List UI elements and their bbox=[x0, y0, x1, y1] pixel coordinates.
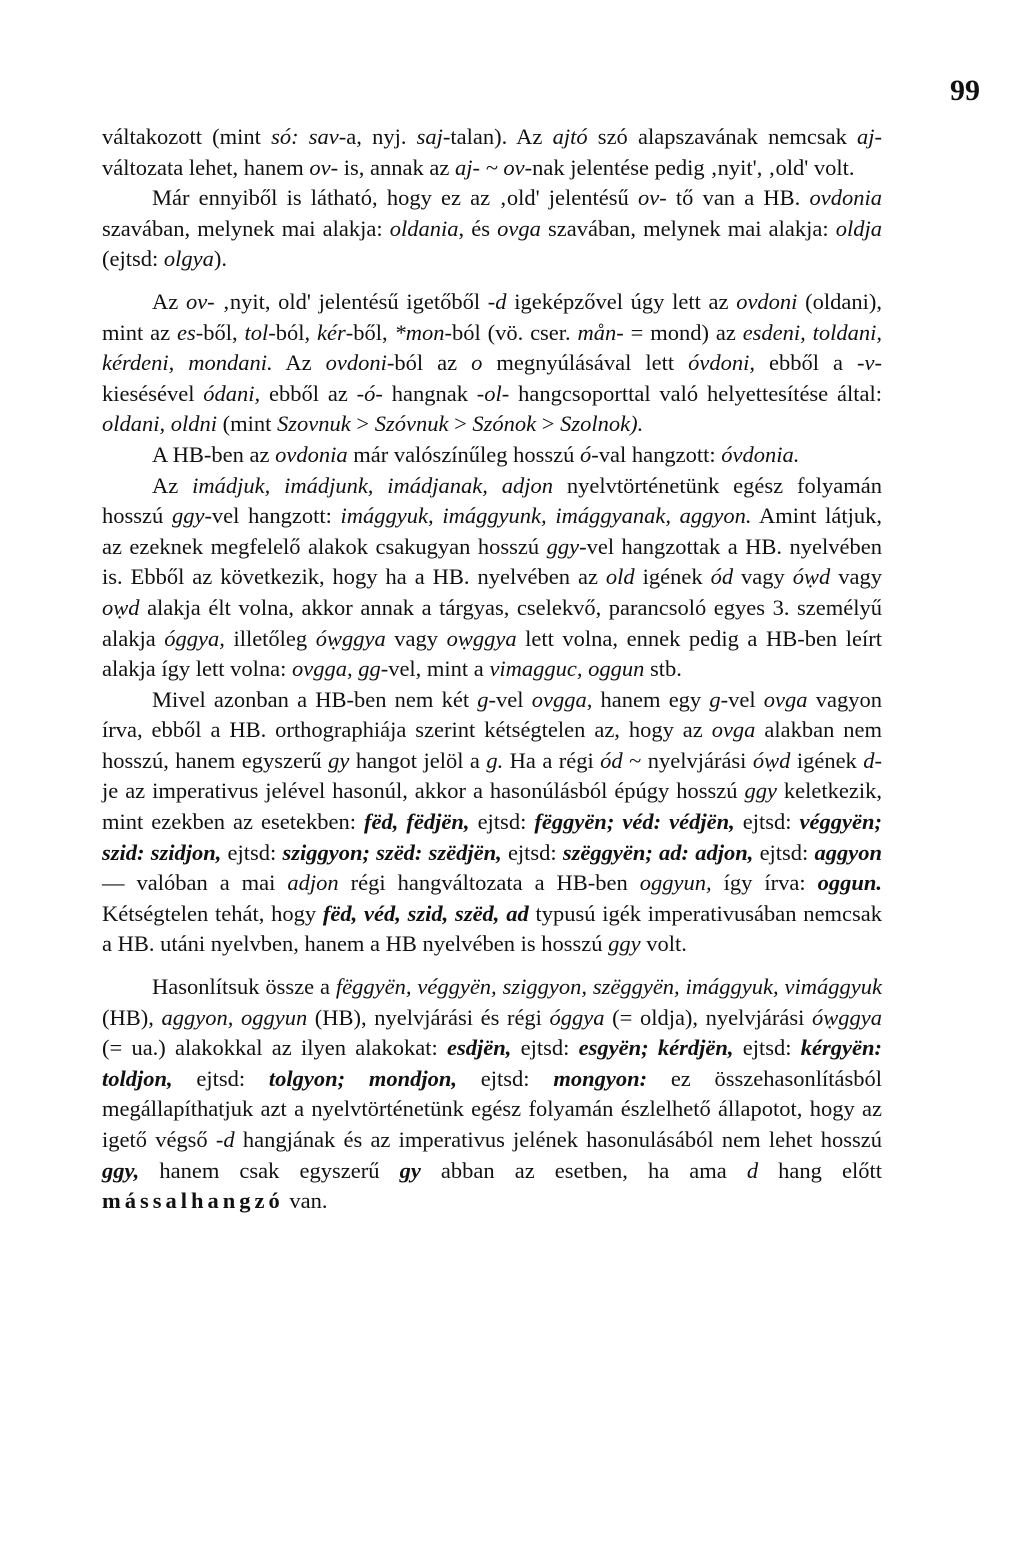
italic-text: ggy bbox=[546, 533, 580, 559]
italic-text: só: sav bbox=[271, 124, 339, 149]
italic-text: Szóvnuk bbox=[374, 411, 449, 437]
italic-text: d bbox=[746, 1157, 759, 1183]
text-run: ejtsd: bbox=[734, 809, 800, 835]
text-run: volt. bbox=[640, 931, 687, 957]
paragraph bbox=[102, 685, 882, 960]
text-run: (= oldja), nyelvjárási bbox=[604, 1004, 812, 1030]
text-run: Kétségtelen tehát, hogy bbox=[102, 900, 323, 926]
italic-text: óẉd bbox=[752, 747, 791, 773]
italic-text: oggyun, bbox=[639, 870, 712, 896]
italic-text: szëggyën; ad: adjon, bbox=[562, 839, 754, 865]
text-run: vagy bbox=[830, 564, 882, 590]
text-run: már valószínűleg hosszú bbox=[347, 441, 581, 467]
italic-text: tolgyon; mondjon, bbox=[268, 1065, 458, 1091]
italic-text: o bbox=[471, 350, 483, 376]
italic-text: aj- bbox=[857, 124, 883, 149]
italic-text: kérgyën: toldjon, bbox=[102, 1035, 883, 1091]
italic-text: imággyuk, imággyunk, imággyanak, aggyon. bbox=[340, 503, 752, 529]
italic-text: esdjën, bbox=[446, 1035, 512, 1061]
text-run: ejtsd: bbox=[501, 839, 563, 865]
italic-text: esgyën; kérdjën, bbox=[578, 1035, 734, 1061]
text-run: hangjának és az imperativus jelének hasonulásából nem lehet hosszú bbox=[234, 1127, 882, 1152]
italic-text: ó bbox=[580, 441, 592, 467]
italic-text: -ol- bbox=[476, 380, 510, 406]
text-run: -ból az bbox=[386, 350, 472, 376]
italic-text: ov- bbox=[185, 288, 215, 314]
text-run: (HB), bbox=[102, 1004, 162, 1030]
text-run: (ejtsd: bbox=[102, 246, 164, 272]
text-run: -nak jelentése pedig ‚nyit', ‚old' volt. bbox=[524, 154, 855, 180]
italic-text: d bbox=[863, 747, 875, 773]
italic-text: ód bbox=[710, 564, 734, 590]
text-run: > bbox=[350, 411, 375, 437]
text-run: változata lehet, hanem bbox=[102, 154, 310, 180]
italic-text: *mon bbox=[394, 319, 445, 345]
paragraph bbox=[102, 183, 882, 275]
italic-text: g bbox=[477, 686, 489, 712]
text-run: -ből, bbox=[195, 319, 245, 345]
text-run: ejtsd: bbox=[753, 839, 815, 865]
text-run: ~ nyelvjárási bbox=[622, 747, 753, 773]
italic-text: ggy bbox=[744, 778, 777, 804]
text-run: ). bbox=[213, 246, 227, 272]
text-run: -vel hangzottak a HB. nyelvében is. Ebből az következik, hogy ha a HB. nyelvében az bbox=[102, 533, 882, 590]
text-run: -talan). Az bbox=[442, 124, 553, 149]
text-run: (= ua.) alakokkal az ilyen alakokat: bbox=[102, 1035, 447, 1061]
italic-text: óvdonia. bbox=[721, 441, 800, 467]
italic-text: ovdoni bbox=[736, 288, 798, 314]
text-run: -a, nyj. bbox=[338, 124, 417, 149]
italic-text: óẉggya bbox=[315, 625, 386, 651]
italic-text: mongyon: bbox=[553, 1065, 648, 1091]
text-run: > bbox=[448, 411, 473, 437]
text-run: -je az imperativus jelével hasonúl, akkor a hasonúlásból épúgy hosszú bbox=[102, 747, 882, 804]
italic-text: oldania bbox=[389, 215, 459, 241]
text-run: igének bbox=[790, 747, 864, 773]
text-run: -vel bbox=[720, 686, 764, 712]
italic-text: -d bbox=[215, 1127, 235, 1152]
text-run: keletkezik, mint ezekben az esetekben: bbox=[102, 778, 882, 835]
spaced-text: mássalhangzó bbox=[102, 1188, 284, 1214]
italic-text: fëggyën, véggyën, sziggyon, szëggyën, imággyuk, vimággyuk bbox=[335, 974, 883, 1000]
italic-text: mån- bbox=[577, 319, 624, 345]
italic-text: ov- bbox=[637, 185, 667, 211]
text-run: stb. bbox=[644, 656, 682, 682]
italic-text: Szónok bbox=[472, 411, 537, 437]
italic-text: -v- bbox=[857, 350, 882, 376]
body-text bbox=[102, 122, 882, 1217]
italic-text: fëd, fëdjën, bbox=[364, 809, 470, 835]
text-run: > bbox=[536, 411, 561, 437]
text-run: -ból, bbox=[268, 319, 317, 345]
text-run: alakban nem hosszú, hanem egyszerű bbox=[102, 717, 882, 773]
italic-text: ggy, bbox=[102, 1157, 140, 1183]
text-run: szó alapszavának nemcsak bbox=[587, 124, 858, 149]
text-run: hanem csak egyszerű bbox=[139, 1157, 400, 1183]
text-run: hanem egy bbox=[592, 686, 710, 712]
italic-text: oggun. bbox=[817, 870, 883, 896]
italic-text: óggya bbox=[549, 1004, 605, 1030]
italic-text: ovdoni bbox=[325, 350, 387, 376]
text-run: kiesésével bbox=[102, 380, 204, 406]
text-run: ejtsd: bbox=[172, 1065, 269, 1091]
text-run: is, annak az bbox=[338, 154, 455, 180]
italic-text: aj- ~ ov bbox=[454, 154, 525, 180]
text-run: A HB-ben az bbox=[152, 441, 276, 467]
text-run: lett volna, ennek pedig a HB-ben leírt alakja így lett volna: bbox=[102, 625, 882, 682]
text-run: (oldani), mint az bbox=[102, 288, 882, 345]
text-run: Az bbox=[152, 288, 186, 314]
text-run: vagy bbox=[733, 564, 793, 590]
text-run: szavában, melynek mai alakja: bbox=[540, 215, 836, 241]
italic-text: óvdoni, bbox=[688, 350, 755, 376]
text-run: hangot jelöl a bbox=[349, 747, 487, 773]
italic-text: Szolnok). bbox=[560, 411, 644, 437]
text-run: ejtsd: bbox=[511, 1035, 579, 1061]
text-run: ‚nyit, old' jelentésű igetőből bbox=[214, 288, 488, 314]
text-run: váltakozott (mint bbox=[102, 124, 272, 149]
italic-text: ggy bbox=[608, 931, 641, 957]
italic-text: -d bbox=[487, 288, 507, 314]
italic-text: ajtó bbox=[552, 124, 588, 149]
paragraph bbox=[102, 287, 882, 440]
italic-text: tol bbox=[244, 319, 269, 345]
italic-text: fëggyën; véd: védjën, bbox=[534, 809, 735, 835]
italic-text: -ó- bbox=[356, 380, 383, 406]
text-run: (mint bbox=[217, 411, 278, 437]
italic-text: imádjuk, imádjunk, imádjanak, adjon bbox=[192, 472, 554, 498]
text-run: typusú igék imperativusában nemcsak a HB. utáni nyelvben, hanem a HB nyelvében is hosszú bbox=[102, 900, 882, 957]
page-number: 99 bbox=[950, 74, 980, 107]
italic-text: fëd, véd, szid, szëd, ad bbox=[322, 900, 529, 926]
text-run: Az bbox=[152, 472, 193, 498]
italic-text: ovdonia bbox=[809, 185, 882, 211]
italic-text: ódani, bbox=[203, 380, 261, 406]
text-run: hangcsoporttal való helyettesítése által: bbox=[509, 380, 882, 406]
italic-text: kér bbox=[316, 319, 346, 345]
italic-text: esdeni, toldani, kérdeni, mondani. bbox=[102, 319, 883, 376]
text-run: Amint látjuk, az ezeknek megfelelő alakok csakugyan hosszú bbox=[102, 503, 882, 559]
italic-text: oẉd bbox=[102, 594, 140, 620]
italic-text: g. bbox=[486, 747, 504, 773]
italic-text: sziggyon; szëd: szëdjën, bbox=[282, 839, 502, 865]
text-run: -vel bbox=[488, 686, 532, 712]
text-run: -val hangzott: bbox=[591, 441, 722, 467]
italic-text: oldja bbox=[835, 215, 882, 241]
text-run: vagy bbox=[385, 625, 447, 651]
italic-text: aggyon, oggyun bbox=[161, 1004, 308, 1030]
text-run: tő van a HB. bbox=[666, 185, 810, 211]
paragraph bbox=[102, 972, 882, 1217]
text-run: (HB), nyelvjárási és régi bbox=[307, 1004, 550, 1030]
text-run: Az bbox=[272, 350, 326, 376]
text-run: Már ennyiből is látható, hogy ez az ‚old' jelentésű bbox=[152, 185, 638, 211]
text-run: vagyon írva, ebből a HB. orthographiája szerint kétségtelen az, hogy az bbox=[102, 686, 882, 743]
text-run: -ból (vö. cser. bbox=[444, 319, 578, 345]
italic-text: adjon bbox=[287, 870, 339, 896]
text-run: illetőleg bbox=[224, 625, 316, 651]
text-run: ejtsd: bbox=[457, 1065, 554, 1091]
text-run: — valóban a mai bbox=[102, 870, 288, 896]
paragraph bbox=[102, 471, 882, 685]
italic-text: old bbox=[605, 564, 635, 590]
italic-text: oẉggya bbox=[446, 625, 517, 651]
paragraph bbox=[102, 440, 882, 471]
text-run: abban az esetben, ha ama bbox=[420, 1157, 747, 1183]
text-run: hangnak bbox=[382, 380, 477, 406]
text-run: ejtsd: bbox=[221, 839, 283, 865]
text-run: Ha a régi bbox=[503, 747, 601, 773]
text-run: nyelvtörténetünk egész folyamán hosszú bbox=[102, 472, 882, 529]
text-run: -ből, bbox=[345, 319, 395, 345]
italic-text: óẉd bbox=[792, 564, 831, 590]
italic-text: ovdonia bbox=[275, 441, 348, 467]
italic-text: óggya, bbox=[164, 625, 225, 651]
italic-text: ovga bbox=[763, 686, 808, 712]
text-run: ebből az bbox=[260, 380, 357, 406]
text-run: ejtsd: bbox=[733, 1035, 801, 1061]
italic-text: gy bbox=[328, 747, 350, 773]
italic-text: ód bbox=[600, 747, 623, 773]
italic-text: saj bbox=[416, 124, 443, 149]
italic-text: ovgga, gg bbox=[291, 656, 381, 682]
italic-text: aggyon bbox=[814, 839, 882, 865]
text-run: = mond) az bbox=[623, 319, 743, 345]
text-run: , és bbox=[458, 215, 498, 241]
italic-text: gy bbox=[399, 1157, 421, 1183]
italic-text: es bbox=[176, 319, 196, 345]
text-run: ebből a bbox=[755, 350, 857, 376]
text-run: alakja élt volna, akkor annak a tárgyas, cselekvő, parancsoló egyes 3. személyű alakja bbox=[102, 594, 882, 651]
italic-text: olgya bbox=[163, 246, 214, 272]
text-run: ejtsd: bbox=[469, 809, 535, 835]
italic-text: vimagguc, oggun bbox=[489, 656, 645, 682]
italic-text: ggy bbox=[171, 503, 205, 529]
paragraph bbox=[102, 122, 882, 183]
text-run: hang előtt bbox=[758, 1157, 882, 1183]
italic-text: ovga bbox=[711, 717, 756, 743]
text-run: van. bbox=[283, 1188, 328, 1214]
italic-text: ov- bbox=[309, 154, 339, 180]
text-run: Mivel azonban a HB-ben nem két bbox=[152, 686, 478, 712]
text-run: így írva: bbox=[711, 870, 818, 896]
text-run: megnyúlásával lett bbox=[482, 350, 689, 376]
text-run: Hasonlítsuk össze a bbox=[152, 974, 336, 1000]
text-run: szavában, melynek mai alakja: bbox=[102, 215, 390, 241]
italic-text: Szovnuk bbox=[277, 411, 351, 437]
text-run: -vel hangzott: bbox=[204, 503, 341, 529]
text-run: -vel, mint a bbox=[380, 656, 490, 682]
italic-text: ovga bbox=[497, 215, 541, 241]
italic-text: véggyën; szid: szidjon, bbox=[102, 809, 882, 865]
text-run: régi hangváltozata a HB-ben bbox=[338, 870, 640, 896]
italic-text: oldani, oldni bbox=[102, 411, 218, 437]
text-run: ez összehasonlításból megállapíthatjuk azt a nyelvtörténetünk egész folyamán észlelhető állapotot, hogy az igető végső bbox=[102, 1065, 883, 1152]
text-run: igeképzővel úgy lett az bbox=[506, 288, 737, 314]
text-run: igének bbox=[634, 564, 711, 590]
italic-text: ovgga, bbox=[531, 686, 593, 712]
italic-text: g bbox=[709, 686, 721, 712]
italic-text: óẉggya bbox=[811, 1004, 882, 1030]
